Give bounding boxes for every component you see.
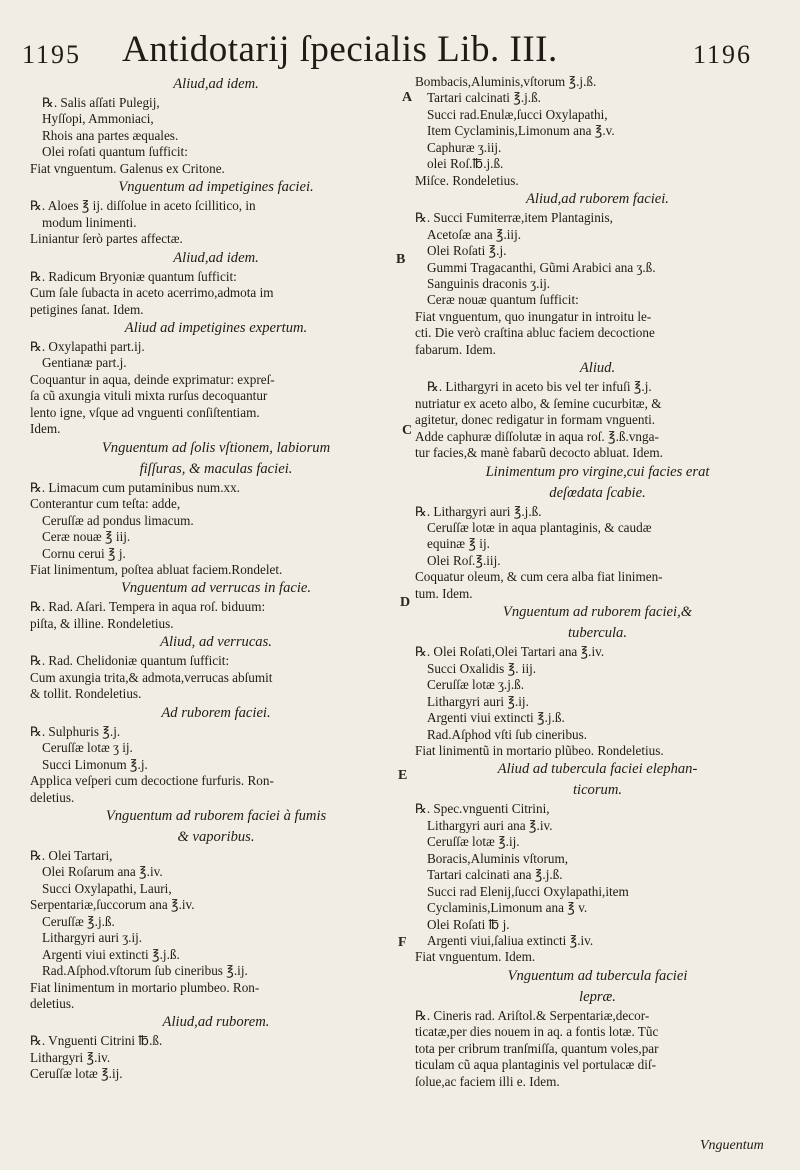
text-line: Cum ſale ſubacta in aceto acerrimo,admota im	[30, 285, 274, 301]
text-line: Succi Oxylapathi, Lauri,	[42, 880, 172, 896]
text-line: Caphuræ ʒ.iij.	[427, 139, 502, 155]
text-line: modum linimenti.	[42, 214, 137, 230]
text-line: Boracis,Aluminis vſtorum,	[427, 850, 569, 866]
text-line: Liniantur ſerò partes affectæ.	[30, 231, 183, 247]
page-header	[0, 0, 800, 70]
text-line: ℞. Sulphuris ℥.j.	[30, 723, 121, 739]
text-line: Item Cyclaminis,Limonum ana ℥.v.	[427, 123, 615, 139]
text-line: tur facies,& manè fabarũ decocto abluat. Idem.	[415, 445, 663, 461]
text-line: Fiat linimentũ in mortario plũbeo. Rondeletius.	[415, 742, 664, 758]
text-line: Fiat vnguentum, quo inungatur in introitu le-	[415, 308, 652, 324]
recipe-heading: Vnguentum ad verrucas in facie.	[120, 580, 312, 597]
text-line: Rad.Aſphod vſti ſub cineribus.	[427, 726, 588, 742]
text-line: Fiat linimentum, poſtea abluat faciem.Rondelet.	[30, 561, 283, 577]
text-line: Ceruſſæ lotæ ʒ.j.ß.	[427, 677, 525, 693]
text-line: lento igne, vſque ad vnguenti conſiſtentiam.	[30, 404, 260, 420]
text-line: Succi Limonum ℥.j.	[42, 756, 148, 772]
recipe-heading: Ad ruborem faciei.	[161, 704, 271, 721]
text-line: Lithargyri ℥.iv.	[30, 1049, 111, 1065]
text-line: Sanguinis draconis ʒ.ij.	[427, 275, 551, 291]
text-line: ℞. Radicum Bryoniæ quantum ſufficit:	[30, 268, 237, 284]
text-line: cti. Die verò craſtina abluc faciem decoctione	[415, 325, 655, 341]
recipe-heading: Aliud,ad idem.	[173, 76, 259, 92]
text-line: ℞. Spec.vnguenti Citrini,	[415, 801, 550, 817]
recipe-heading: ticorum.	[572, 782, 623, 799]
text-line: agitetur, donec redigatur in formam vnguenti.	[415, 412, 656, 428]
text-line: ℞. Oxylapathi part.ij.	[30, 338, 145, 354]
left-column	[30, 74, 402, 1083]
text-line: ℞. Salis aſſati Pulegij,	[42, 95, 160, 110]
recipe-heading: Aliud,ad idem.	[173, 249, 259, 266]
text-line: Ceruſſæ lotæ in aqua plantaginis, & caudæ	[427, 519, 652, 535]
text-line: Miſce. Rondeletius.	[415, 172, 519, 188]
text-line: Cornu cerui ℥ j.	[42, 545, 126, 561]
text-line: Gentianæ part.j.	[42, 355, 127, 371]
text-line: ℞. Rad. Aſari. Tempera in aqua roſ. biduum:	[30, 599, 266, 615]
right-column	[415, 74, 780, 1090]
text-line: Fiat vnguentum. Galenus ex Critone.	[30, 160, 225, 176]
text-line: Hyſſopi, Ammoniaci,	[42, 111, 154, 127]
text-line: Argenti viui extincti ℥.j.ß.	[42, 946, 180, 962]
text-line: ℞. Rad. Chelidoniæ quantum ſufficit:	[30, 653, 230, 669]
text-line: ℞. Succi Fumiterræ,item Plantaginis,	[415, 210, 613, 226]
text-line: ℞. Olei Roſati,Olei Tartari ana ℥.iv.	[415, 644, 605, 660]
text-line: petigines ſanat. Idem.	[30, 301, 144, 317]
margin-letter-f: F	[398, 935, 407, 950]
text-line: tum. Idem.	[415, 585, 473, 601]
text-line: Ceruſſæ lotæ ℥.ij.	[30, 1066, 123, 1082]
text-line: equinæ ℥ ij.	[427, 536, 490, 552]
margin-letter-a: A	[402, 90, 413, 105]
text-line: ticulam cũ aqua plantaginis vel portulacæ diſ-	[415, 1057, 656, 1073]
text-line: Rhois ana partes æquales.	[42, 127, 179, 143]
text-line: Serpentariæ,ſuccorum ana ℥.iv.	[30, 897, 195, 913]
text-line: Succi rad.Enulæ,ſucci Oxylapathi,	[427, 106, 608, 122]
text-line: Acetoſæ ana ℥.iij.	[427, 226, 522, 242]
text-line: piſta, & illine. Rondeletius.	[30, 615, 174, 631]
text-line: Argenti viui,ſaliua extincti ℥.iv.	[427, 933, 594, 949]
text-line: Lithargyri auri ana ℥.iv.	[427, 817, 553, 833]
text-line: ℞. Lithargyri auri ℥.j.ß.	[415, 503, 542, 519]
text-line: Ceruſſæ lotæ ℥.ij.	[427, 834, 520, 850]
text-line: ℞. Olei Tartari,	[30, 847, 113, 863]
text-line: Succi rad Elenij,ſucci Oxylapathi,item	[427, 883, 629, 899]
margin-letter-e: E	[398, 768, 408, 783]
text-line: Olei Roſarum ana ℥.iv.	[42, 864, 163, 880]
text-line: Conterantur cum teſta: adde,	[30, 496, 181, 512]
recipe-heading: Aliud.	[579, 360, 616, 377]
text-line: Cyclaminis,Limonum ana ℥ v.	[427, 900, 588, 916]
recipe-heading: Aliud ad impetigines expertum.	[124, 319, 308, 336]
text-line: Cum axungia trita,& admota,verrucas abſumit	[30, 669, 273, 685]
text-line: ticatæ,per dies nouem in aq. a fontis lotæ. Tũc	[415, 1024, 659, 1040]
text-line: Olei Roſ.℥.iij.	[427, 552, 501, 568]
text-line: Rad.Aſphod.vſtorum ſub cineribus ℥.ij.	[42, 963, 248, 979]
recipe-heading: & vaporibus.	[177, 828, 255, 845]
text-line: ſa cũ axungia vituli mixta rurſus decoquantur	[30, 388, 268, 404]
text-line: Olei Roſati ℔ j.	[427, 916, 510, 932]
text-line: & tollit. Rondeletius.	[30, 686, 142, 702]
recipe-heading: Vnguentum ad ſolis vſtionem, labiorum	[101, 439, 331, 456]
recipe-heading: Vnguentum ad ruborem faciei à fumis	[105, 807, 327, 824]
text-line: Coquatur oleum, & cum cera alba fiat linimen-	[415, 569, 663, 585]
recipe-heading: deſœdata ſcabie.	[549, 484, 646, 501]
catchword: Vnguentum	[700, 1138, 764, 1153]
text-line: Idem.	[30, 421, 61, 437]
text-line: olei Roſ.℔.j.ß.	[427, 156, 504, 172]
text-line: Applica veſperi cum decoctione furfuris. Ron-	[30, 773, 274, 789]
text-line: Argenti viui extincti ℥.j.ß.	[427, 710, 565, 726]
text-line: tota per cribrum tranſmiſſa, quantum voles,par	[415, 1040, 659, 1056]
recipe-heading: Aliud,ad ruborem.	[162, 1014, 270, 1031]
text-line: deletius.	[30, 789, 75, 805]
text-line: Gummi Tragacanthi, Gũmi Arabici ana ʒ.ß.	[427, 259, 656, 275]
text-line: ſolue,ac faciem illi e. Idem.	[415, 1073, 560, 1089]
text-line: Olei roſati quantum ſufficit:	[42, 144, 188, 160]
recipe-heading: Aliud, ad verrucas.	[160, 634, 272, 651]
margin-letter-c: C	[402, 423, 413, 438]
text-line: deletius.	[30, 996, 75, 1012]
recipe-heading: Aliud ad tubercula faciei elephan-	[497, 761, 698, 778]
text-line: Ceruſſæ ℥.j.ß.	[42, 913, 115, 929]
recipe-heading: Linimentum pro virgine,cui facies erat	[485, 463, 710, 480]
recipe-heading: Vnguentum ad ruborem faciei,&	[502, 604, 693, 621]
text-line: Coquantur in aqua, deinde exprimatur: expreſ-	[30, 371, 275, 387]
text-line: Fiat vnguentum. Idem.	[415, 949, 536, 965]
page-number-left: 1195	[22, 40, 82, 69]
text-line: Ceræ nouæ ℥ iij.	[42, 529, 131, 545]
margin-letter-d: D	[400, 595, 411, 610]
text-line: ℞. Aloes ℥ ij. diſſolue in aceto ſcillitico, in	[30, 198, 256, 214]
text-line: ℞. Cineris rad. Ariſtol.& Serpentariæ,decor-	[415, 1007, 650, 1023]
text-line: Tartari calcinati ana ℥.j.ß.	[427, 867, 563, 883]
text-line: ℞. Lithargyri in aceto bis vel ter infuſi ℥.j.	[427, 379, 652, 395]
text-line: Tartari calcinati ℥.j.ß.	[427, 90, 541, 106]
text-line: Succi Oxalidis ℥. iij.	[427, 660, 537, 676]
text-line: Fiat linimentum in mortario plumbeo. Ron-	[30, 979, 260, 995]
recipe-heading: Aliud,ad ruborem faciei.	[526, 191, 669, 208]
text-line: Adde caphuræ diſſolutæ in aqua roſ. ℥.ß.vnga-	[415, 428, 659, 444]
text-line: Lithargyri auri ʒ.ij.	[42, 930, 143, 946]
margin-letter-b: B	[396, 252, 406, 267]
text-line: ℞. Limacum cum putaminibus num.xx.	[30, 479, 240, 495]
text-line: Bombacis,Aluminis,vſtorum ℥.j.ß.	[415, 74, 597, 89]
recipe-heading: Vnguentum ad impetigines faciei.	[118, 179, 314, 196]
recipe-heading: tubercula.	[567, 625, 628, 642]
text-line: nutriatur ex aceto albo, & ſemine cucurbitæ, &	[415, 395, 662, 411]
text-line: fabarum. Idem.	[415, 341, 496, 357]
running-title: Antidotarij ſpecialis Lib. III.	[122, 29, 558, 70]
text-line: Ceræ nouæ quantum ſufficit:	[427, 292, 579, 308]
text-line: ℞. Vnguenti Citrini ℔.ß.	[30, 1033, 163, 1049]
recipe-heading: fiſſuras, & maculas faciei.	[139, 460, 293, 477]
text-line: Ceruſſæ ad pondus limacum.	[42, 512, 194, 528]
text-line: Lithargyri auri ℥.ij.	[427, 693, 529, 709]
recipe-heading: Vnguentum ad tubercula faciei	[507, 967, 688, 984]
recipe-heading: lepræ.	[579, 988, 616, 1005]
text-line: Olei Roſati ℥.j.	[427, 243, 507, 259]
page-number-right: 1196	[693, 40, 753, 69]
text-line: Ceruſſæ lotæ ʒ ij.	[42, 740, 133, 756]
